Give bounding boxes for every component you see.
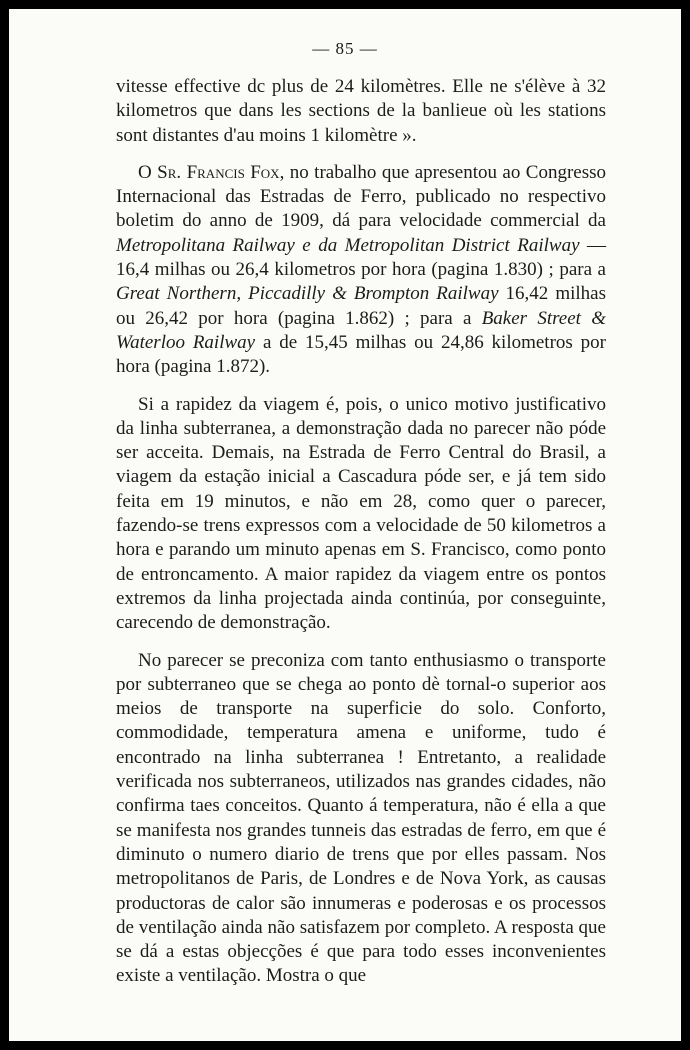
paragraph-subterraneo: No parecer se preconiza com tanto enthusiasmo o transporte por subterraneo que se chega ao ponto dè tornal-o superior aos meios de transporte na superficie do solo. Conforto, commodidade, temperatura amena e uniforme, tudo é encontrado na linha subterranea ! Entretanto, a realidade verificada nos subterraneos, utilizados nas grandes cidades, não confirma taes conceitos. Quanto á temperatura, não é ella a que se manifesta nos grandes tunneis das estradas de ferro, em que é diminuto o numero diario de trens que por elles passam. Nos metropolitanos de Paris, de Londres e de Nova York, as causas productoras de calor são innumeras e poderosas e os processos de ventilação ainda não satisfazem por completo. A resposta que se dá a estas objecções é que para todo esses inconvenientes existe a ventilação. Mostra o que	[116, 649, 606, 987]
document-page	[9, 9, 681, 1041]
paragraph-fox	[116, 161, 606, 380]
paragraph-text: O	[138, 161, 158, 183]
paragraph-text: , no trabalho que apresentou ao Congresso Internacional das Estradas de Ferro, publicado no respectivo boletim do anno de 1909, dá para velocidade commercial da	[116, 161, 606, 232]
paragraph-text: a de 15,45 milhas ou 24,86 kilometros por hora (pagina 1.872).	[116, 331, 606, 378]
railway-name: Baker Street & Waterloo Railway	[116, 307, 606, 353]
railway-name: Metropolitana Railway e da Metropolitan District Railway	[116, 234, 580, 256]
speaker-name: Sr. Francis Fox	[157, 161, 280, 183]
body-text	[116, 75, 606, 1002]
paragraph-rapidez: Si a rapidez da viagem é, pois, o unico motivo justificativo da linha subterranea, a demonstração dada no parecer não póde ser acceita. Demais, na Estrada de Ferro Central do Brasil, a viagem da estação inicial a Cascadura póde ser, e já tem sido feita em 19 minutos, e não em 28, como quer o parecer, fazendo-se trens expressos com a velocidade de 50 kilometros a hora e parando um minuto apenas em S. Francisco, como ponto de entroncamento. A maior rapidez da viagem entre os pontos extremos da linha projectada ainda continúa, por conseguinte, carecendo de demonstração.	[116, 393, 606, 634]
paragraph-text: — 16,4 milhas ou 26,4 kilometros por hora (pagina 1.830) ; para a	[116, 234, 606, 281]
paragraph-text: 16,42 milhas ou 26,42 por hora (pagina 1.862) ; para a	[116, 283, 606, 329]
railway-name: Great Northern, Piccadilly & Brompton Railway	[116, 283, 499, 305]
page-number: — 85 —	[312, 39, 378, 58]
paragraph-continuation: vitesse effective dc plus de 24 kilomètres. Elle ne s'élève à 32 kilometros que dans les sections de la banlieue où les stations sont distantes d'au moins 1 kilomètre ».	[116, 76, 606, 146]
